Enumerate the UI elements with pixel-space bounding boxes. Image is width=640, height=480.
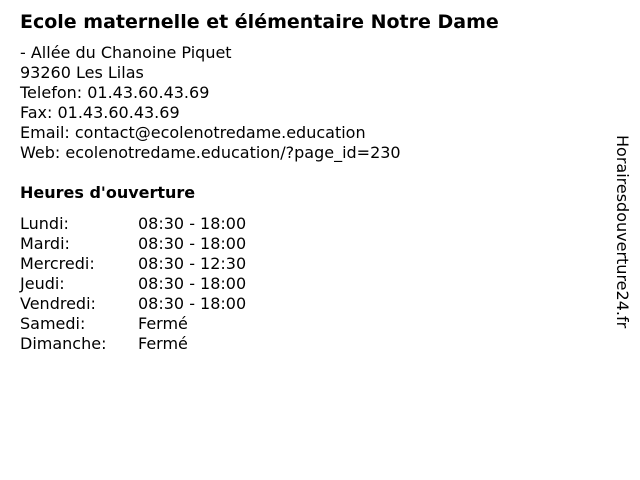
day-label: Vendredi:: [20, 294, 96, 313]
hours-heading: Heures d'ouverture: [20, 183, 196, 202]
fax-number: Fax: 01.43.60.43.69: [20, 103, 180, 122]
day-label: Mardi:: [20, 234, 70, 253]
hours-row-sunday: [20, 334, 246, 354]
time-value: 08:30 - 18:00: [138, 294, 247, 313]
phone-number: Telefon: 01.43.60.43.69: [20, 83, 210, 102]
hours-row-saturday: [20, 314, 246, 334]
opening-hours-table: [20, 214, 246, 354]
page-title: Ecole maternelle et élémentaire Notre Dame: [20, 11, 499, 33]
address-block: [20, 43, 401, 163]
day-label: Lundi:: [20, 214, 69, 233]
hours-row-wednesday: [20, 254, 246, 274]
time-value: 08:30 - 12:30: [138, 254, 247, 273]
time-value: 08:30 - 18:00: [138, 214, 247, 233]
time-value: Fermé: [138, 314, 188, 333]
website-url: Web: ecolenotredame.education/?page_id=230: [20, 143, 401, 162]
time-value: 08:30 - 18:00: [138, 234, 247, 253]
street-address: - Allée du Chanoine Piquet: [20, 43, 232, 62]
day-label: Jeudi:: [20, 274, 65, 293]
brand-watermark: Horairesdouverture24.fr: [613, 135, 632, 329]
hours-row-monday: [20, 214, 246, 234]
hours-row-thursday: [20, 274, 246, 294]
email-address: Email: contact@ecolenotredame.education: [20, 123, 366, 142]
day-label: Samedi:: [20, 314, 86, 333]
time-value: Fermé: [138, 334, 188, 353]
hours-row-tuesday: [20, 234, 246, 254]
city-postal: 93260 Les Lilas: [20, 63, 144, 82]
day-label: Dimanche:: [20, 334, 107, 353]
hours-row-friday: [20, 294, 246, 314]
day-label: Mercredi:: [20, 254, 95, 273]
time-value: 08:30 - 18:00: [138, 274, 247, 293]
